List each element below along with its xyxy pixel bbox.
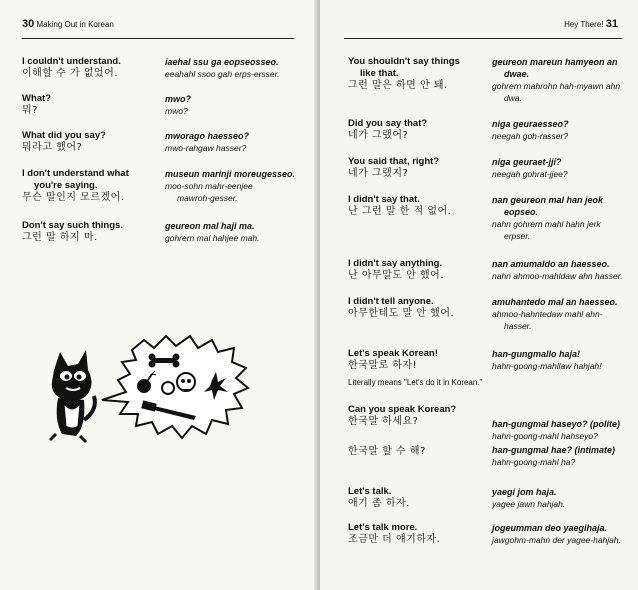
left-page [0, 0, 318, 590]
right-running-title: Hey There! [564, 20, 604, 29]
right-page-number: 31 [605, 18, 618, 30]
left-page-number: 30 [22, 18, 35, 30]
cat-cartoon-illustration [36, 330, 276, 450]
phrase-english: Let's talk more. 조금만 더 얘기하자. [348, 522, 441, 545]
phrase-english: What? 뭐? [22, 93, 52, 116]
phrase-romanization: mworago haesseo? mwo-rahgaw hasser? [165, 131, 250, 153]
phrase-romanization: niga geuraet-jji? neegah gohrat-jjee? [492, 157, 568, 179]
phrase-romanization: amuhantedo mal an haesseo. ahmoo-hahntedaw mahl ahn- hasser. [492, 297, 618, 331]
phrase-romanization: geureon mareun hamyeon an dwae. gohrern mahrohn hah-myawn ahn dwa. [492, 57, 621, 103]
phrase-english: Can you speak Korean? 한국말 하세요? [348, 404, 457, 427]
phrase-romanization: mwo? mwo? [165, 94, 191, 116]
phrase-romanization: han-gungmallo haja! hahn-goong-mahllaw hahjah! [492, 349, 602, 371]
left-running-title: Making Out in Korean [36, 20, 114, 29]
phrase-romanization: han-gungmal hae? (intimate) hahn-goong-mahl ha? [492, 445, 616, 467]
literal-meaning-note: Literally means "Let's do it in Korean." [348, 378, 483, 387]
phrase-romanization: iaehal ssu ga eopseosseo. eeahahl ssoo gah erps-ersser. [165, 57, 280, 79]
right-header-rule [344, 38, 622, 39]
phrase-korean: 한국말 할 수 해? [348, 446, 426, 457]
phrase-english: Let's talk. 애기 좀 하자. [348, 486, 410, 509]
right-running-head [564, 18, 618, 30]
phrase-romanization: jogeumman deo yaegihaja. jawgohm-mahn der yagee-hahjah. [492, 523, 621, 545]
right-page [320, 0, 638, 590]
phrase-english: You shouldn't say things like that. 그런 말은 하면 안 돼. [348, 56, 460, 91]
left-header-rule [22, 38, 294, 39]
phrase-english: I didn't say that. 난 그런 말 한 적 없어. [348, 194, 452, 217]
phrase-english: Did you say that? 네가 그랬어? [348, 118, 428, 141]
phrase-romanization: yaegi jom haja. yagee jawn hahjah. [492, 487, 566, 509]
phrase-english: Don't say such things. 그런 말 하지 마. [22, 220, 123, 243]
phrase-romanization: geureon mal haji ma. gohrern mal hahjee mah. [165, 221, 260, 243]
phrase-english: I couldn't understand. 이해할 수 가 없었어. [22, 56, 121, 79]
speech-bubble-icon [102, 336, 248, 438]
phrase-romanization: han-gungmal haseyo? (polite) hahn-goong-mahl hahseyo? [492, 419, 621, 441]
phrase-english: I don't understand what you're saying. 무슨 말인지 모르겠어. [22, 168, 129, 203]
phrase-romanization: nan geureon mal han jeok eopseo. nahn gohrern mahl hahn jerk erpser. [492, 195, 604, 241]
phrase-english: I didn't say anything. 난 아무말도 안 했어. [348, 258, 444, 281]
cat-icon [50, 350, 95, 442]
phrase-english: You said that, right? 네가 그랬지? [348, 156, 440, 179]
phrase-romanization: niga geuraesseo? neegah goh-rasser? [492, 119, 569, 141]
phrase-romanization: museun marinji moreugesseo. moo-sohn mahr-eenjee mawroh-gesser. [165, 169, 296, 203]
skull-icon [177, 373, 195, 391]
phrase-romanization: nan amumaldo an haesseo. nahn ahmoo-mahldaw ahn hasser. [492, 259, 623, 281]
left-running-head [22, 18, 114, 30]
phrase-english: Let's speak Korean! 한국말로 하자! [348, 348, 438, 371]
phrase-english: What did you say? 뭐라고 했어? [22, 130, 106, 153]
phrase-english: I didn't tell anyone. 아무한테도 말 안 했어. [348, 296, 455, 319]
